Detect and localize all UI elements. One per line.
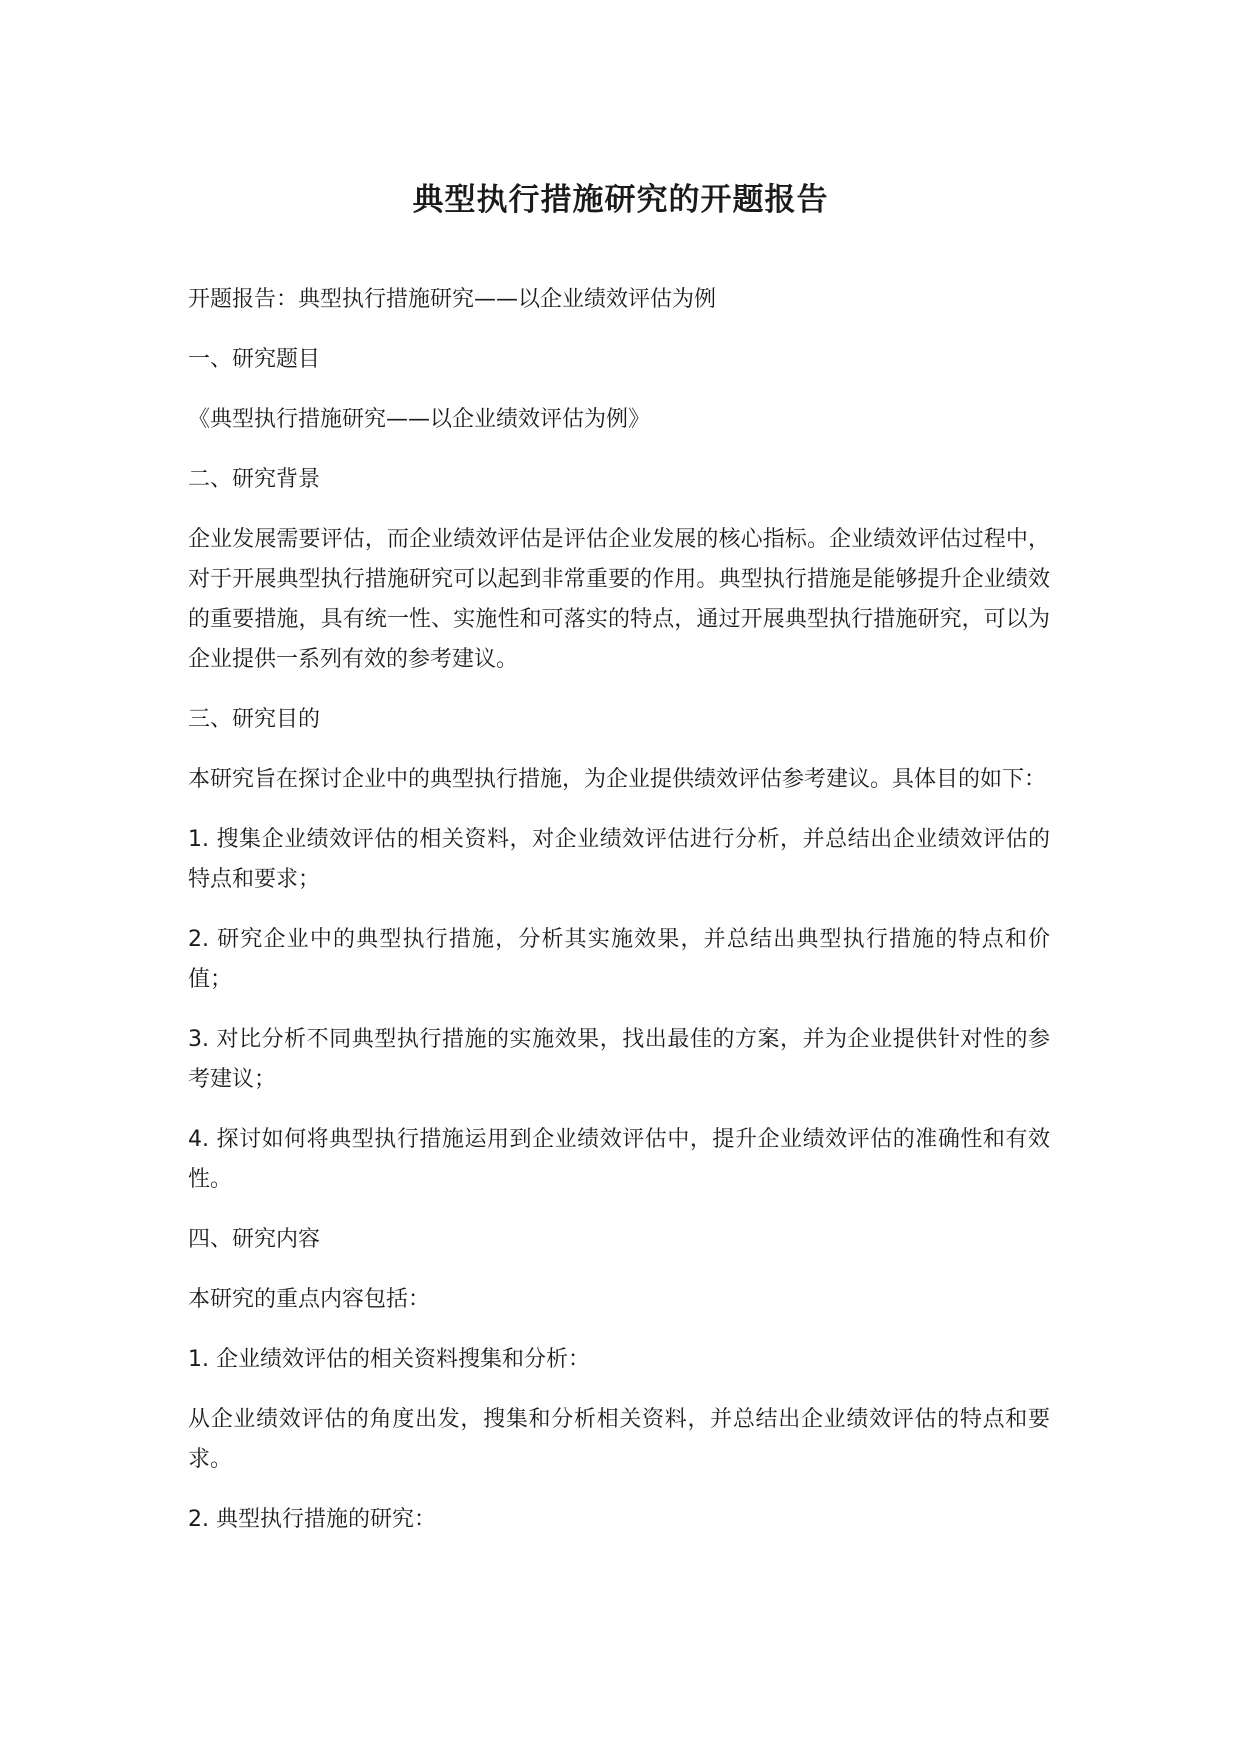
purpose-item-3: 3. 对比分析不同典型执行措施的实施效果，找出最佳的方案，并为企业提供针对性的参考建议； [188,1027,1050,1092]
section-heading-topic: 一、研究题目 [188,347,321,372]
content-item-1-heading: 1. 企业绩效评估的相关资料搜集和分析： [188,1347,590,1372]
section-heading-content: 四、研究内容 [188,1227,321,1252]
intro-line: 开题报告：典型执行措施研究——以企业绩效评估为例 [188,287,717,312]
content-intro: 本研究的重点内容包括： [188,1287,431,1312]
content-item-1-text: 从企业绩效评估的角度出发，搜集和分析相关资料，并总结出企业绩效评估的特点和要求。 [188,1407,1050,1472]
section-heading-background: 二、研究背景 [188,467,321,492]
purpose-intro: 本研究旨在探讨企业中的典型执行措施，为企业提供绩效评估参考建议。具体目的如下： [188,767,1047,792]
document-title: 典型执行措施研究的开题报告 [412,182,829,218]
background-paragraph: 企业发展需要评估，而企业绩效评估是评估企业发展的核心指标。企业绩效评估过程中，对于开展典型执行措施研究可以起到非常重要的作用。典型执行措施是能够提升企业绩效的重要措施，具有统一性、实施性和可落实的特点，通过开展典型执行措施研究，可以为企业提供一系列有效的参考建议。 [188,527,1050,672]
purpose-item-1: 1. 搜集企业绩效评估的相关资料，对企业绩效评估进行分析，并总结出企业绩效评估的特点和要求； [188,827,1050,892]
topic-title: 《典型执行措施研究——以企业绩效评估为例》 [188,407,651,432]
purpose-item-2: 2. 研究企业中的典型执行措施，分析其实施效果，并总结出典型执行措施的特点和价值； [188,927,1050,992]
purpose-item-4: 4. 探讨如何将典型执行措施运用到企业绩效评估中，提升企业绩效评估的准确性和有效性。 [188,1127,1050,1192]
content-item-2-heading: 2. 典型执行措施的研究： [188,1507,436,1532]
section-heading-purpose: 三、研究目的 [188,707,321,732]
document-body [188,280,1050,1560]
